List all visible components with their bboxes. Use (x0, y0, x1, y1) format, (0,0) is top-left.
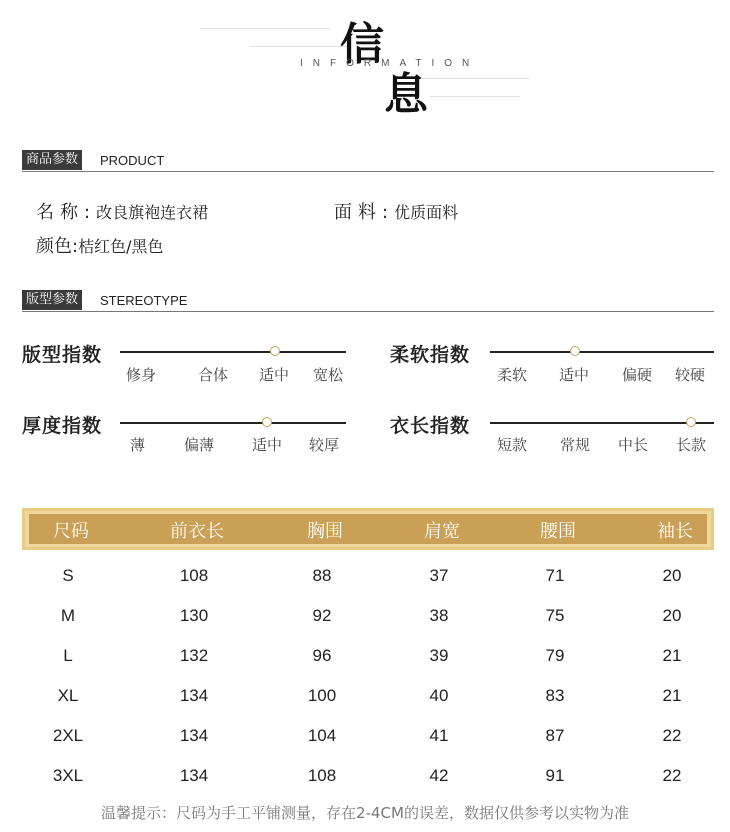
measure-cell: 37 (429, 566, 449, 585)
scale-title-softness: 柔软指数 (390, 344, 471, 366)
scale-line-fit (120, 351, 346, 353)
column-header: 肩宽 (424, 521, 460, 542)
size-cell: 2XL (52, 726, 84, 745)
measure-cell: 75 (545, 606, 565, 625)
scale-label: 偏薄 (184, 436, 215, 454)
size-table-header (22, 508, 714, 550)
scale-label: 合体 (198, 366, 229, 384)
property-color (36, 232, 163, 258)
stereotype-section-tag: 版型参数 (22, 290, 82, 310)
scale-label: 薄 (130, 436, 146, 454)
size-cell: L (63, 646, 73, 665)
measure-cell: 130 (179, 606, 209, 625)
scale-label: 适中 (252, 436, 283, 454)
scale-line-thickness (120, 422, 346, 424)
measure-cell: 96 (312, 646, 332, 665)
scale-marker-softness (570, 346, 580, 356)
header-deco-line (200, 28, 330, 29)
header-char-2: 息 (384, 69, 428, 120)
property-fabric (334, 198, 458, 224)
measure-cell: 132 (179, 646, 209, 665)
size-cell: XL (57, 686, 79, 705)
measure-cell: 40 (429, 686, 449, 705)
measure-cell: 83 (545, 686, 565, 705)
measure-cell: 108 (179, 566, 209, 585)
property-value: 改良旗袍连衣裙 (96, 203, 209, 222)
scale-label: 较硬 (675, 366, 706, 384)
header-char-1: 信 (340, 19, 384, 70)
product-section-rule (22, 171, 714, 172)
measure-cell: 79 (545, 646, 565, 665)
property-value: 桔红色/黑色 (78, 237, 164, 256)
header-en-title: INFORMATION (300, 58, 480, 69)
measure-cell: 71 (545, 566, 565, 585)
measure-cell: 20 (662, 566, 682, 585)
scale-label: 宽松 (313, 366, 344, 384)
measure-cell: 134 (179, 766, 209, 785)
property-value: 优质面料 (394, 203, 459, 222)
scale-marker-length (686, 417, 696, 427)
measure-cell: 42 (429, 766, 449, 785)
header-deco-line (430, 96, 520, 97)
measure-cell: 92 (312, 606, 332, 625)
size-table-header-bar (29, 514, 707, 544)
size-cell: M (60, 606, 76, 625)
scale-label: 柔软 (497, 366, 528, 384)
measure-cell: 21 (662, 646, 682, 665)
product-section-tag: 商品参数 (22, 150, 82, 170)
measure-cell: 22 (662, 726, 682, 745)
column-header: 腰围 (540, 521, 576, 542)
scale-label: 适中 (559, 366, 590, 384)
scale-title-fit: 版型指数 (22, 344, 103, 366)
measure-cell: 134 (179, 726, 209, 745)
scale-line-length (490, 422, 714, 424)
column-header: 前衣长 (170, 521, 224, 542)
measure-cell: 108 (307, 766, 337, 785)
scale-title-length: 衣长指数 (390, 415, 471, 437)
property-key: 颜色: (36, 236, 79, 257)
scale-marker-fit (270, 346, 280, 356)
scale-label: 常规 (560, 436, 591, 454)
measure-cell: 39 (429, 646, 449, 665)
header-deco-line (420, 78, 530, 79)
size-cell: 3XL (52, 766, 84, 785)
measure-cell: 20 (662, 606, 682, 625)
scale-label: 修身 (126, 366, 157, 384)
header-deco-line (250, 46, 350, 47)
measure-cell: 22 (662, 766, 682, 785)
measure-cell: 88 (312, 566, 332, 585)
product-section-en: PRODUCT (100, 153, 165, 168)
measure-cell: 134 (179, 686, 209, 705)
scale-marker-thickness (262, 417, 272, 427)
property-key: 面料: (334, 202, 395, 223)
scale-label: 适中 (259, 366, 290, 384)
property-name (36, 198, 208, 224)
scale-label: 偏硬 (622, 366, 653, 384)
scale-label: 短款 (497, 436, 528, 454)
measure-cell: 91 (545, 766, 565, 785)
size-cell: S (62, 566, 74, 585)
column-header: 尺码 (53, 521, 89, 542)
measure-cell: 41 (429, 726, 449, 745)
column-header: 袖长 (657, 521, 693, 542)
scale-title-thickness: 厚度指数 (22, 415, 103, 437)
scale-label: 中长 (618, 436, 649, 454)
measure-cell: 104 (307, 726, 337, 745)
stereotype-section-en: STEREOTYPE (100, 293, 188, 308)
measure-cell: 38 (429, 606, 449, 625)
scale-label: 长款 (676, 436, 707, 454)
column-header: 胸围 (307, 521, 343, 542)
measure-cell: 100 (307, 686, 337, 705)
property-key: 名称: (36, 202, 97, 223)
stereotype-section-rule (22, 311, 714, 312)
scale-line-softness (490, 351, 714, 353)
measure-cell: 87 (545, 726, 565, 745)
measure-cell: 21 (662, 686, 682, 705)
size-note: 温馨提示：尺码为手工平铺测量，存在2-4CM的误差，数据仅供参考以实物为准 (101, 804, 629, 822)
scale-label: 较厚 (309, 436, 340, 454)
